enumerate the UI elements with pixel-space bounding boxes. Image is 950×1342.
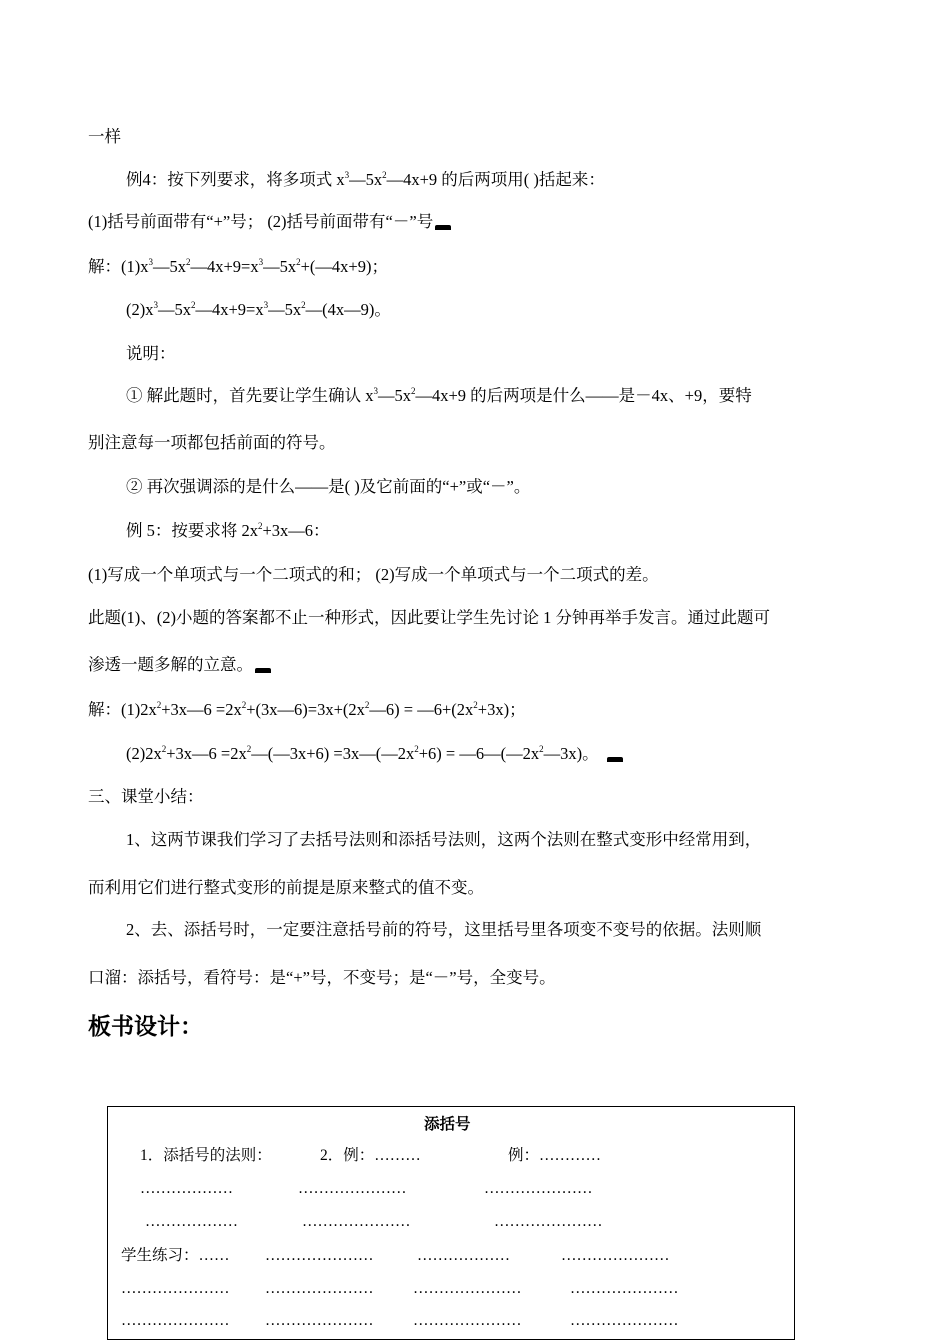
board-dots: ………………… — [570, 1280, 679, 1297]
board-dots: ………………… — [302, 1213, 411, 1230]
board-dots: ……………… — [145, 1213, 238, 1230]
example-5-prompt: 例 5：按要求将 $2x^2+3x—6$： — [126, 520, 330, 540]
example-4-requirements: (1)括号前面带有“+”号； (2)括号前面带有“－”号 — [88, 212, 451, 232]
solution-line: 解：$(1)x^3—5x^2—4x+9=x^3—5x^2+(—4x+9)$； — [88, 256, 388, 276]
board-dots: ………………… — [570, 1312, 679, 1329]
board-dots: ………………… — [494, 1213, 603, 1230]
text-line: ② 再次强调添的是什么——是( )及它前面的“+”或“－”。 — [126, 477, 531, 496]
board-dots: ………………… — [413, 1280, 522, 1297]
board-dots: ……………… — [417, 1247, 510, 1264]
board-dots: ……………… — [140, 1180, 233, 1197]
text-line: 别注意每一项都包括前面的符号。 — [88, 433, 336, 452]
board-title: 添括号 — [424, 1115, 471, 1133]
section-heading: 三、课堂小结： — [88, 787, 204, 806]
text-line: 而利用它们进行整式变形的前提是原来整式的值不变。 — [88, 878, 484, 897]
solution-line: 解：$(1)2x^2+3x—6$ $=2x^2+(3x—6)=3x+(2x^2—6)$ = $—6+(2x^2+3x)$； — [88, 699, 526, 719]
board-design-box — [107, 1106, 795, 1340]
anchor-mark-icon — [607, 757, 623, 762]
example-4-prompt: 例4：按下列要求，将多项式 $x^3—5x^2—4x+9$ 的后两项用( )括起来： — [126, 169, 605, 189]
text-line: 1、这两节课我们学习了去括号法则和添括号法则，这两个法则在整式变形中经常用到， — [126, 830, 762, 849]
anchor-mark-icon — [255, 668, 271, 673]
board-dots: ………………… — [413, 1312, 522, 1329]
solution-line: $(2)2x^2+3x—6$ $=2x^2—(—3x+6)$ $=3x—(—2x^2+6)$ = $—6—(—2x^2—3x)$。 — [126, 744, 623, 764]
text-line: 2、去、添括号时，一定要注意括号前的符号，这里括号里各项变不变号的依据。法则顺 — [126, 920, 762, 939]
board-dots: ………………… — [265, 1247, 374, 1264]
board-text: 学生练习：…… — [121, 1247, 230, 1264]
board-dots: ………………… — [298, 1180, 407, 1197]
text-line: 口溜：添括号，看符号：是“+”号，不变号；是“－”号，全变号。 — [88, 968, 556, 987]
text-line: ① 解此题时，首先要让学生确认 $x^3—5x^2—4x+9$ 的后两项是什么——是－4x、+9，要特 — [126, 385, 752, 405]
text-line: (1)写成一个单项式与一个二项式的和； (2)写成一个单项式与一个二项式的差。 — [88, 565, 659, 584]
board-dots: ………………… — [121, 1312, 230, 1329]
board-dots: ………………… — [561, 1247, 670, 1264]
board-dots: ………………… — [121, 1280, 230, 1297]
board-text: 例：………… — [508, 1147, 602, 1164]
text-line: 渗透一题多解的立意。 — [88, 655, 271, 675]
solution-line: $(2)x^3—5x^2—4x+9=x^3—5x^2—(4x—9)$。 — [126, 299, 391, 319]
board-dots: ………………… — [484, 1180, 593, 1197]
board-dots: ………………… — [265, 1280, 374, 1297]
board-design-heading: 板书设计： — [88, 1014, 203, 1040]
text-line: 此题(1)、(2)小题的答案都不止一种形式，因此要让学生先讨论 1 分钟再举手发言。通过此题可 — [88, 608, 770, 627]
text-line: 一样 — [88, 127, 121, 146]
board-dots: ………………… — [265, 1312, 374, 1329]
board-text: 2．例：……… — [320, 1147, 421, 1164]
board-text: 1．添括号的法则： — [140, 1147, 272, 1164]
text-line: 说明： — [126, 344, 176, 363]
anchor-mark-icon — [435, 225, 451, 230]
